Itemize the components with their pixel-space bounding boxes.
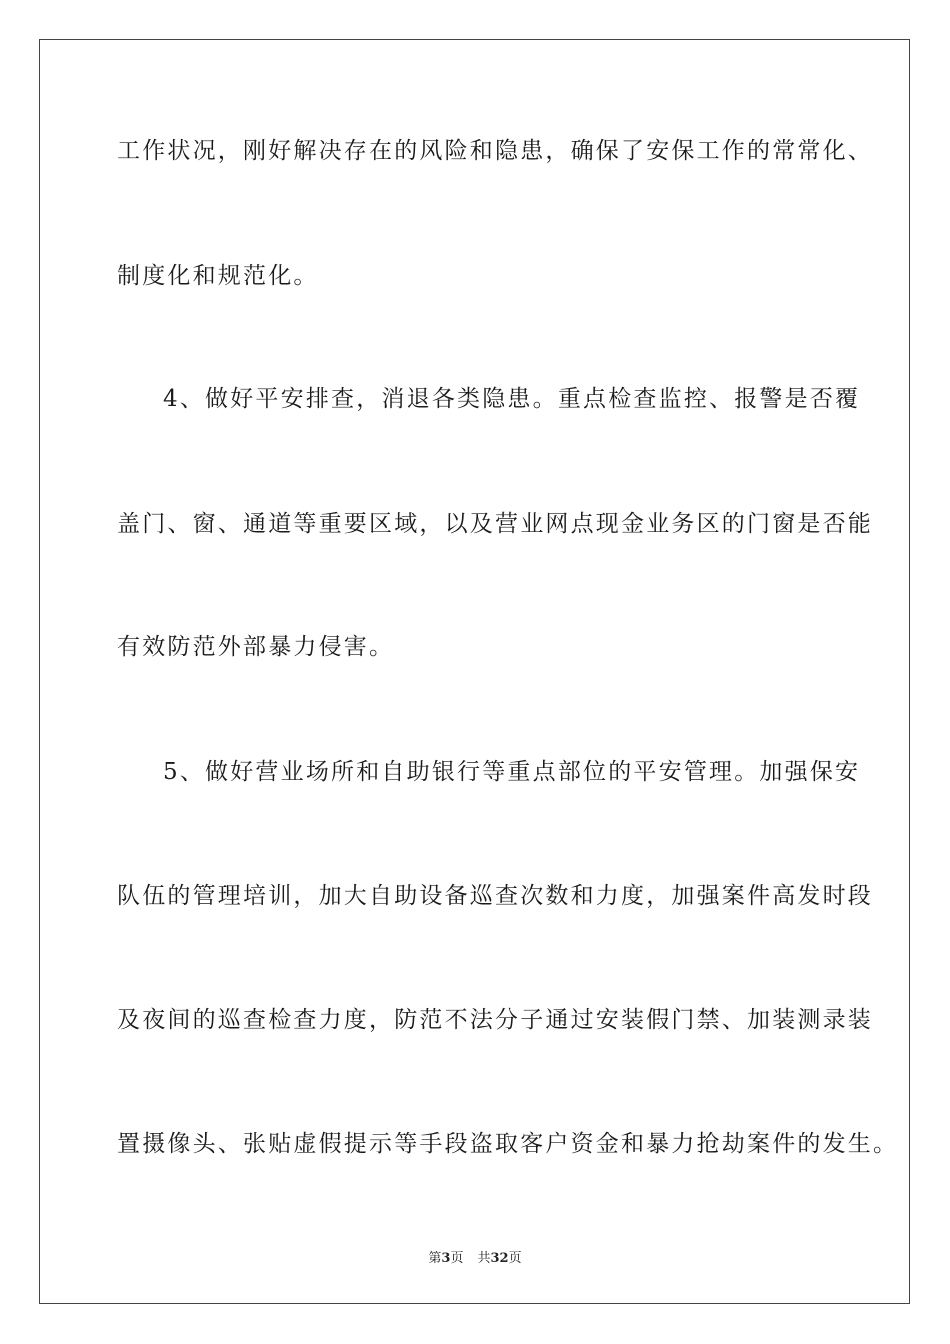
page-suffix: 页 [450, 1251, 464, 1266]
body-line: 置摄像头、张贴虚假提示等手段盗取客户资金和暴力抢劫案件的发生。 [117, 1131, 899, 1157]
body-line: 盖门、窗、通道等重要区域，以及营业网点现金业务区的门窗是否能 [117, 511, 873, 537]
page-number: 3 [441, 1251, 451, 1266]
total-prefix: 共 [477, 1251, 491, 1266]
paragraph-4-start: 4、做好平安排查，消退各类隐患。重点检查监控、报警是否覆 [163, 386, 861, 412]
total-pages: 32 [490, 1251, 509, 1266]
body-line: 及夜间的巡查检查力度，防范不法分子通过安装假门禁、加装测录装 [117, 1007, 873, 1033]
body-line: 制度化和规范化。 [117, 263, 319, 289]
paragraph-5-start: 5、做好营业场所和自助银行等重点部位的平安管理。加强保安 [163, 759, 861, 785]
body-line: 队伍的管理培训，加大自助设备巡查次数和力度，加强案件高发时段 [117, 883, 873, 909]
page-prefix: 第 [428, 1251, 442, 1266]
page-footer [0, 1247, 950, 1266]
body-line: 有效防范外部暴力侵害。 [117, 634, 395, 660]
page-border [39, 39, 910, 1304]
body-line: 工作状况，刚好解决存在的风险和隐患，确保了安保工作的常常化、 [117, 138, 873, 164]
total-suffix: 页 [508, 1251, 522, 1266]
